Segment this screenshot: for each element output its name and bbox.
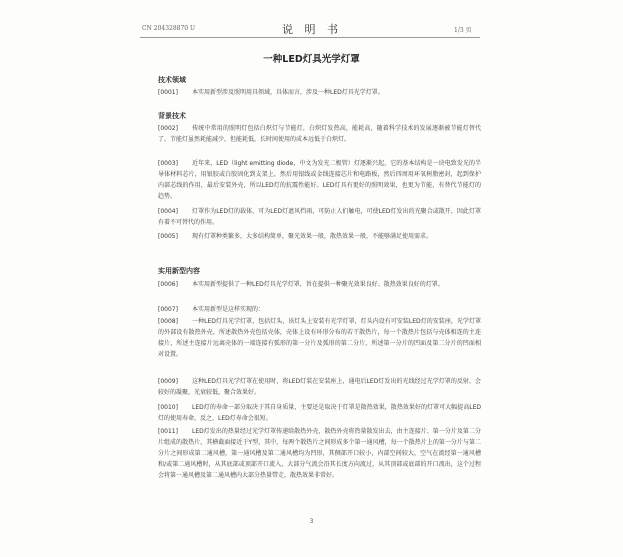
paragraph-text: 本实用新型提供了一种LED灯具光学灯罩，旨在提供一种聚光效果良好、散热效果良好的灯罩。 (192, 281, 444, 288)
section-heading-tech-field: 技术领域 (158, 76, 186, 84)
paragraph-0002 (158, 123, 481, 145)
page-indicator: 1/3 页 (454, 27, 472, 34)
paragraph-text: 灯罩作为LED灯的载体，可为LED灯遮风挡雨，可防止人们触电，可使LED灯发出的光聚合或散开，因此灯罩有着不可替代的作用。 (158, 208, 481, 227)
header-rule (140, 37, 480, 38)
section-heading-content: 实用新型内容 (158, 267, 200, 275)
paragraph-text: 一种LED灯具光学灯罩，包括灯头，该灯头上安装有光学灯罩，灯头内设有可安装LED灯的安装座，光学灯罩的外部设有散热外壳，所述散热外壳包括壳体，壳体上设有环形分布的若干散热片，每一个散热片包括与壳体相连的主连接片，所述主连接片远离壳体的一端连接有弧形的第一分片及弧形的第二分片，所述第一分片的凹面及第二分片的凹面相对设置。 (158, 318, 481, 359)
publication-number: CN 204328870 U (142, 25, 196, 32)
paragraph-text: 现有灯罩种类繁多，大多结构简单，聚光效果一般，散热效果一般，不能够满足使用需求。 (192, 233, 433, 240)
paragraph-text: 这种LED灯具光学灯罩在使用时，将LED灯装在安装座上，通电后LED灯发出的光线经过光学灯罩的反射，会较好的凝聚，光衰较低，聚合效果好。 (158, 378, 481, 397)
paragraph-text: 传统中常用的照明灯包括白炽灯与节能灯，白炽灯发热高，能耗高，随着科学技术的发展逐渐被节能灯替代了。节能灯虽然耗能减少，但能耗低，长时间使用的成本远低于白炽灯。 (158, 125, 481, 144)
paragraph-0010 (158, 402, 481, 424)
paragraph-0011 (158, 426, 481, 481)
paragraph-text: 近年来，LED（light emitting diode，中文为发光二极管）灯逐渐兴起，它的基本结构是一块电致发光的半导体材料芯片，用银胶或白胶固化到支架上，然后用银线或金线连接芯片和电路板，然后四周用环氧树脂密封，起到保护内部芯线的作用，最后安装外壳，所以LED灯的抗震性能好。LED灯具有更好的照明效果，也更为节能，有替代节能灯的趋势。 (158, 160, 481, 201)
paragraph-id: [0004] (158, 208, 178, 215)
document-type: 说 明 书 (282, 23, 342, 36)
paragraph-id: [0007] (158, 306, 178, 313)
paragraph-0003 (158, 158, 481, 202)
page-number: 3 (309, 518, 314, 525)
paragraph-id: [0002] (158, 125, 178, 132)
paragraph-text: LED灯的寿命一部分取决于其自身质量，主要还是取决于灯罩是散热效果，散热效果好的灯罩可大幅提高LED灯的使用寿命，反之，LED灯寿命会很短。 (158, 404, 481, 423)
paragraph-0005 (158, 231, 481, 242)
paragraph-text: 本实用新型涉及照明用具领域，具体而言，涉及一种LED灯具光学灯罩。 (192, 89, 384, 96)
paragraph-id: [0001] (158, 89, 178, 96)
paragraph-id: [0006] (158, 281, 178, 288)
section-heading-background: 背景技术 (158, 112, 186, 120)
paragraph-0008 (158, 316, 481, 360)
paragraph-0004 (158, 206, 481, 228)
document-title: 一种LED灯具光学灯罩 (263, 54, 360, 65)
paragraph-id: [0011] (158, 428, 178, 435)
paragraph-id: [0009] (158, 378, 178, 385)
paragraph-0009 (158, 376, 481, 398)
paragraph-0006 (158, 279, 481, 290)
paragraph-id: [0003] (158, 160, 178, 167)
paragraph-id: [0005] (158, 233, 178, 240)
paragraph-id: [0008] (158, 318, 178, 325)
paragraph-0007 (158, 304, 481, 315)
paragraph-text: 本实用新型是这样实现的： (192, 306, 265, 313)
paragraph-id: [0010] (158, 404, 178, 411)
paragraph-text: LED灯发出的热量经过光学灯罩传递给散热外壳，散热外壳将热量散发出去，由主连接片、第一分片及第二分片组成的散热片，其横截面接近于Y型，其中，每两个散热片之间形成多个第一通风槽，每一个散热片上的第一分片与第二分片之间形成第二通风槽，第一通风槽及第二通风槽均为凹形，其侧部开口较小，内部空间较大，空气在流经第一通风槽和/或第二通风槽时，从其底部或顶部开口流入，大部分气流会沿其长度方向流过，从其顶部或底部的开口流出，这个过程会将第一通风槽及第二通风槽内大部分热量带走，散热效果非常好。 (158, 428, 481, 480)
paragraph-0001 (158, 87, 481, 98)
